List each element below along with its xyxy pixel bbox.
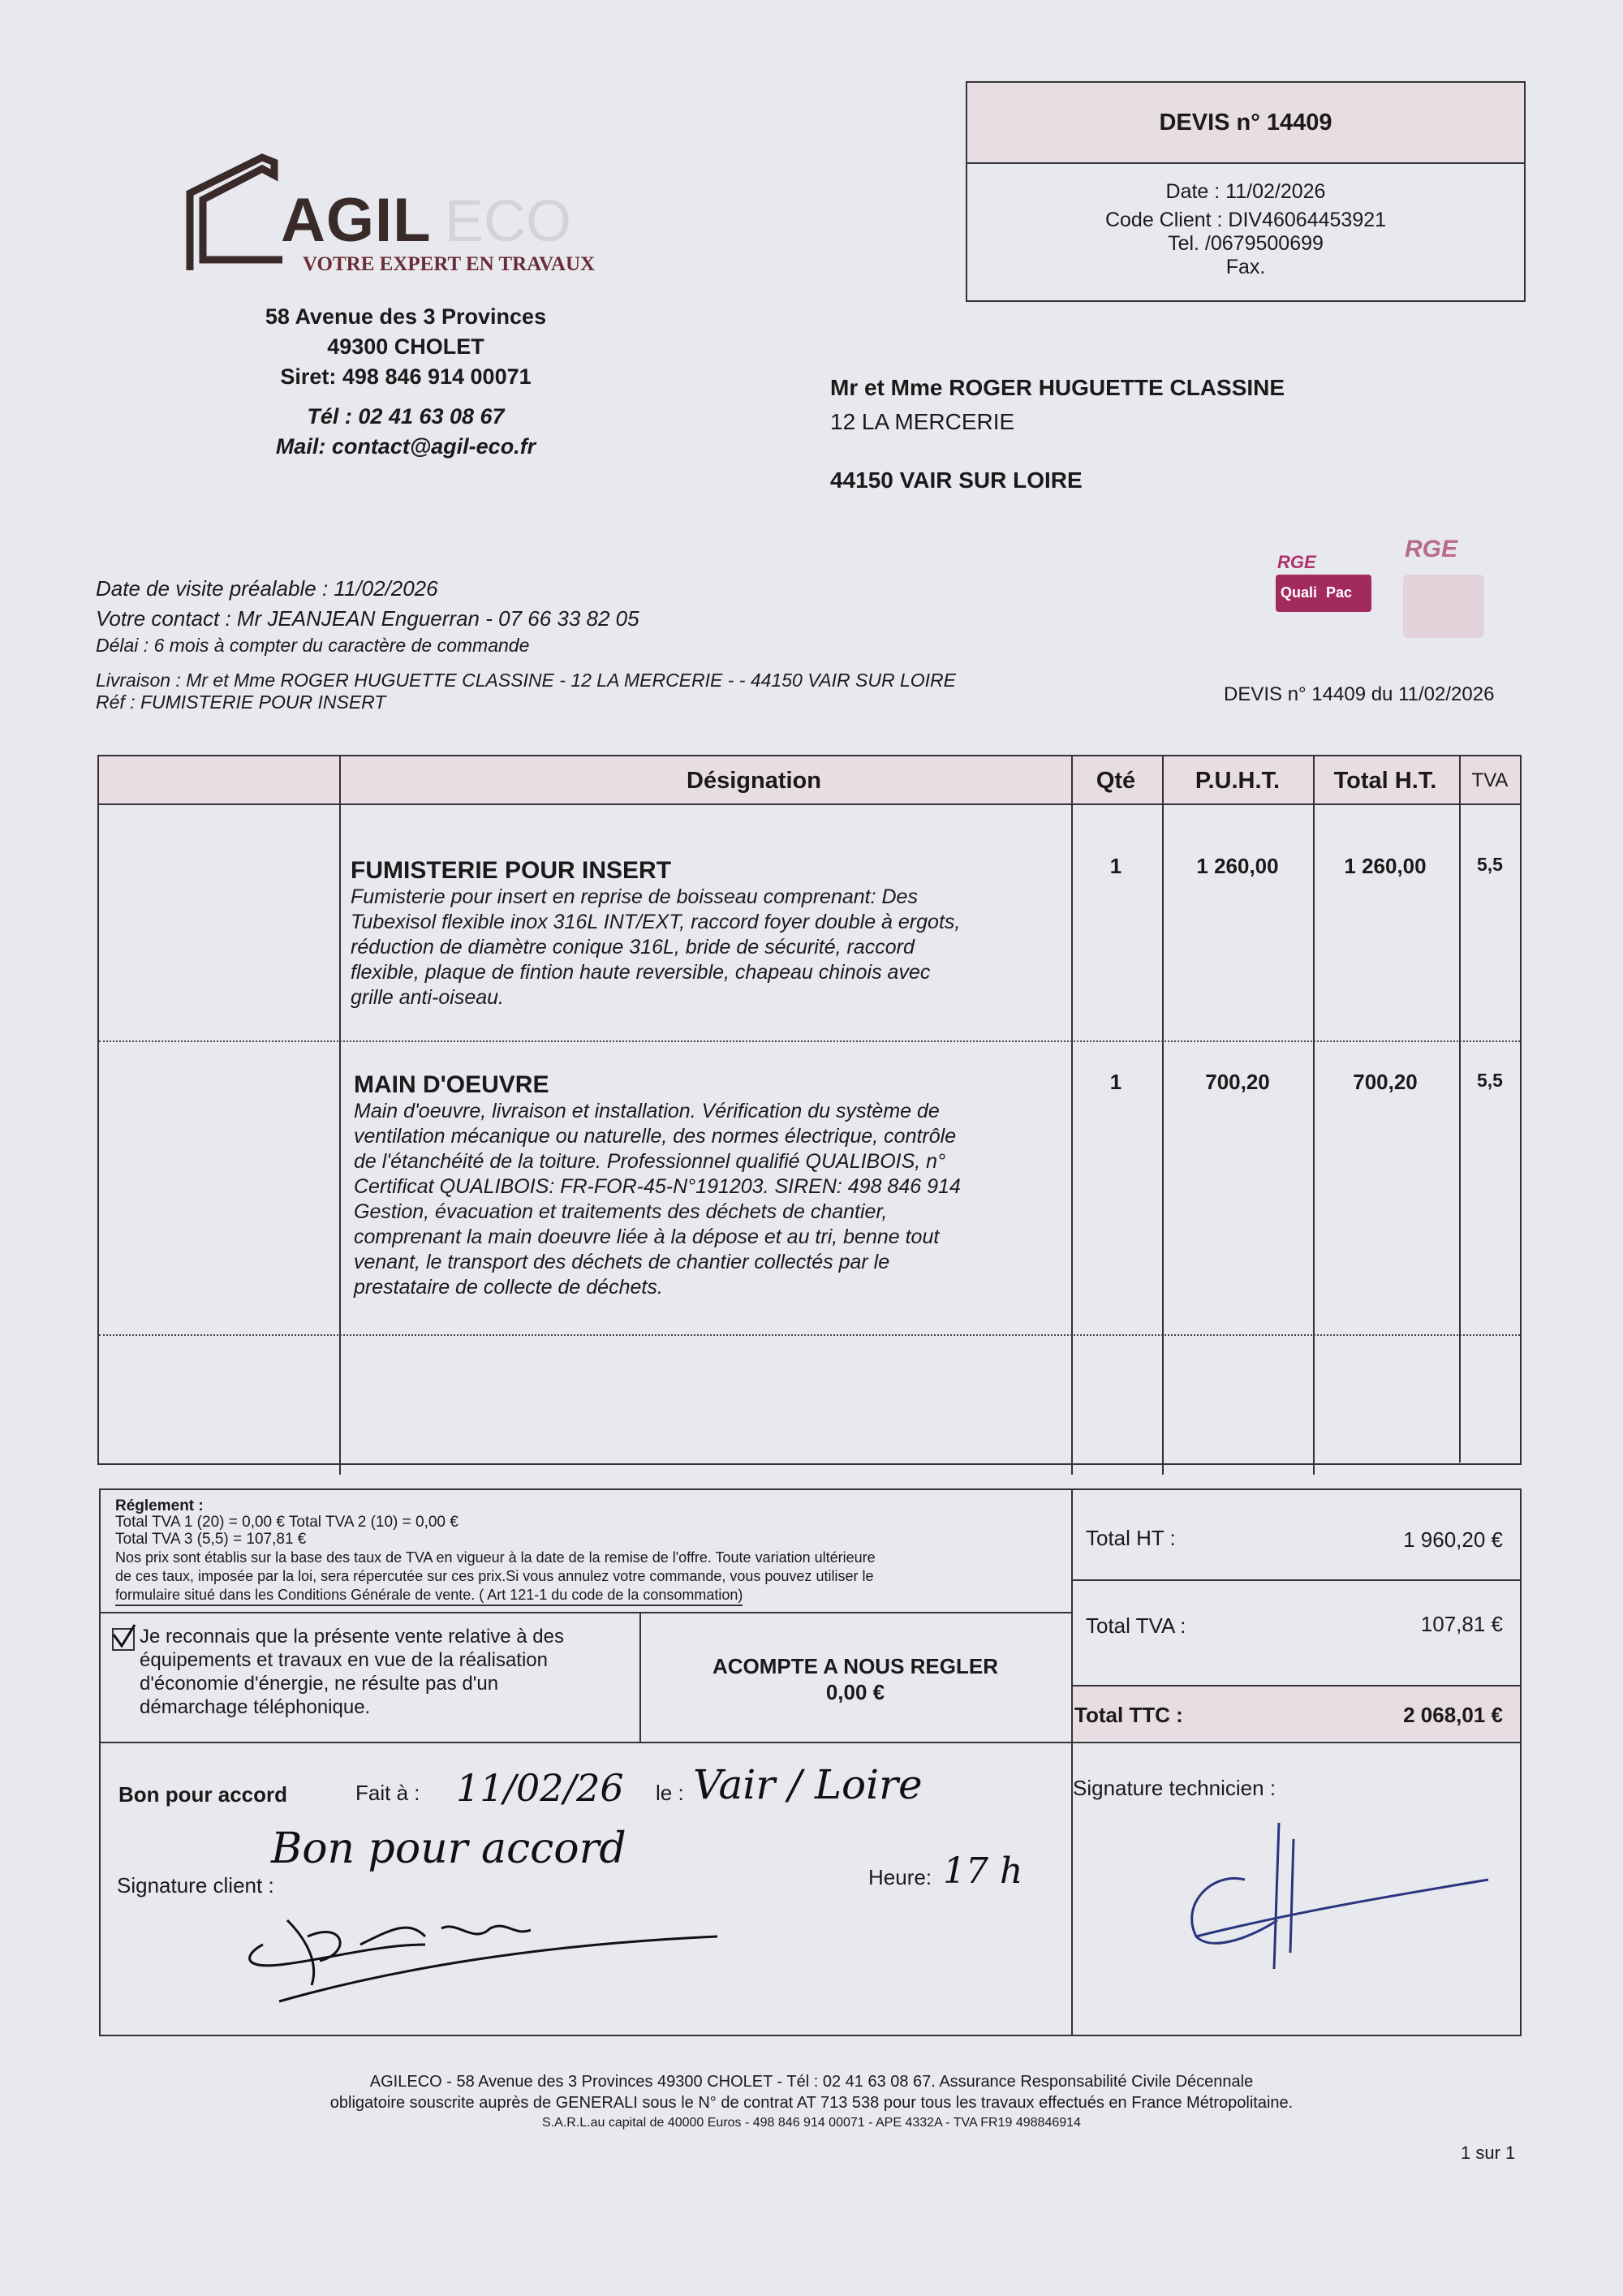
- header-designation: Désignation: [687, 768, 821, 794]
- row-qte: 1: [1109, 854, 1122, 878]
- total-tva-label: Total TVA :: [1086, 1613, 1186, 1638]
- reconnais-line2: équipements et travaux en vue de la réalisation: [140, 1649, 548, 1671]
- reglement-title: Réglement :: [115, 1497, 204, 1514]
- info-contact: Votre contact : Mr JEANJEAN Enguerran - 07 66 33 82 05: [96, 606, 639, 631]
- bon-pour-accord-handwritten: Bon pour accord: [271, 1824, 626, 1873]
- row-separator: [99, 1040, 1520, 1042]
- client-city: 44150 VAIR SUR LOIRE: [830, 467, 1083, 493]
- badge-faded-shape: [1403, 575, 1484, 638]
- footer-line2: obligatoire souscrite auprès de GENERALI sous le N° de contrat AT 713 538 pour tous les travaux effectués en France Métropolitaine.: [329, 2094, 1294, 2112]
- row-desc-line: Main d'oeuvre, livraison et installation. Vérification du système de: [354, 1100, 940, 1122]
- row-puht: 1 260,00: [1196, 854, 1279, 878]
- fait-a-label: Fait à :: [355, 1781, 420, 1805]
- row-desc-line: venant, le transport des déchets de chantier collectés par le: [354, 1251, 890, 1273]
- reconnais-line1: Je reconnais que la présente vente relative à des: [140, 1626, 564, 1648]
- page-number: 1 sur 1: [1461, 2143, 1516, 2163]
- signature-client-label: Signature client :: [117, 1873, 274, 1898]
- col-divider-1: [339, 756, 341, 1475]
- reconnais-text: [140, 1625, 564, 1719]
- row-puht: 700,20: [1205, 1070, 1270, 1094]
- badge-pac-text: Pac: [1326, 584, 1353, 601]
- row-desc-line: ventilation mécanique ou naturelle, des normes électrique, contrôle: [354, 1125, 957, 1148]
- company-address: [203, 302, 609, 462]
- info-livraison: Livraison : Mr et Mme ROGER HUGUETTE CLASSINE - 12 LA MERCERIE - - 44150 VAIR SUR LOIRE: [96, 670, 956, 691]
- info-delai: Délai : 6 mois à compter du caractère de commande: [96, 635, 530, 656]
- reglement-block: [115, 1498, 1065, 1606]
- reglement-line5: formulaire situé dans les Conditions Générale de vente. ( Art 121-1 du code de la consommation): [115, 1586, 743, 1606]
- client-name: Mr et Mme ROGER HUGUETTE CLASSINE: [830, 375, 1285, 400]
- info-devis-ref: DEVIS n° 14409 du 11/02/2026: [1224, 683, 1495, 705]
- acompte-value: 0,00 €: [825, 1680, 885, 1704]
- row-desc-line: Tubexisol flexible inox 316L INT/EXT, raccord foyer double à ergots,: [351, 911, 961, 933]
- badge-rge-text: RGE: [1277, 552, 1316, 572]
- row-qte: 1: [1109, 1070, 1122, 1094]
- devis-code-client: Code Client : DIV46064453921: [1104, 209, 1387, 231]
- technician-signature: [1147, 1815, 1505, 1977]
- heure-handwritten: 17 h: [943, 1850, 1023, 1892]
- row-desc-line: grille anti-oiseau.: [351, 986, 504, 1009]
- table-row: [354, 1071, 1068, 1300]
- row-desc-line: prestataire de collecte de déchets.: [354, 1276, 663, 1299]
- row-title: MAIN D'OEUVRE: [354, 1071, 549, 1098]
- fait-a-handwritten: 11/02/26: [456, 1766, 624, 1810]
- client-signature: [230, 1896, 750, 2010]
- badge-qualipac: [1276, 575, 1371, 612]
- company-siret: Siret: 498 846 914 00071: [280, 364, 532, 389]
- badge-quali-text: Quali: [1281, 584, 1318, 601]
- rge-badge-faded: [1400, 536, 1489, 641]
- info-visite: Date de visite préalable : 11/02/2026: [96, 576, 438, 601]
- company-address-line2: 49300 CHOLET: [327, 334, 484, 359]
- header-total-ht: Total H.T.: [1333, 768, 1437, 794]
- badge-rge2-text: RGE: [1405, 536, 1458, 562]
- summary-divider-v1: [1071, 1490, 1073, 2035]
- row-tva: 5,5: [1477, 1070, 1503, 1091]
- header-puht: P.U.H.T.: [1195, 768, 1281, 794]
- total-ttc-label: Total TTC :: [1074, 1703, 1183, 1727]
- reconnais-checkbox[interactable]: [112, 1628, 135, 1651]
- header-tva: TVA: [1471, 769, 1509, 791]
- company-mail: Mail: contact@agil-eco.fr: [275, 434, 536, 459]
- total-ht-label: Total HT :: [1086, 1526, 1176, 1550]
- reglement-line4: de ces taux, imposée par la loi, sera répercutée sur ces prix.Si vous annulez votre commande, vous pouvez utiliser le: [115, 1568, 874, 1584]
- total-ht-value: 1 960,20 €: [1403, 1527, 1503, 1552]
- reglement-line1: Total TVA 1 (20) = 0,00 € Total TVA 2 (10) = 0,00 €: [115, 1514, 458, 1531]
- row-total: 1 260,00: [1344, 854, 1427, 878]
- reglement-line3: Nos prix sont établis sur la base des taux de TVA en vigueur à la date de la remise de l'offre. Toute variation ultérieure: [115, 1549, 876, 1566]
- logo-text: AGIL: [281, 186, 432, 255]
- row-desc-line: Gestion, évacuation et traitements des déchets de chantier,: [354, 1200, 888, 1223]
- row-desc-line: Fumisterie pour insert en reprise de boisseau comprenant: Des: [351, 885, 918, 908]
- devis-fax: Fax.: [1225, 256, 1266, 278]
- client-street: 12 LA MERCERIE: [830, 409, 1015, 434]
- footer-line3: S.A.R.L.au capital de 40000 Euros - 498 846 914 00071 - APE 4332A - TVA FR19 498846914: [542, 2116, 1081, 2130]
- row-tva: 5,5: [1477, 854, 1503, 875]
- logo-text-faded: ECO: [445, 189, 572, 254]
- company-logo: [185, 153, 639, 282]
- summary-divider-h1: [101, 1612, 1071, 1613]
- company-address-line1: 58 Avenue des 3 Provinces: [265, 304, 547, 329]
- table-row: [351, 857, 1065, 1010]
- total-ttc-value: 2 068,01 €: [1403, 1703, 1503, 1727]
- quote-table: [97, 755, 1522, 1465]
- summary-divider-h2: [101, 1742, 1520, 1743]
- heure-label: Heure:: [868, 1865, 932, 1889]
- row-desc-line: Certificat QUALIBOIS: FR-FOR-45-N°191203. SIREN: 498 846 914: [354, 1175, 961, 1198]
- reconnais-line3: d'économie d'énergie, ne résulte pas d'un: [140, 1673, 499, 1695]
- devis-date: Date : 11/02/2026: [1165, 180, 1326, 203]
- devis-tel: Tel. /0679500699: [1168, 232, 1324, 255]
- footer-line1: AGILECO - 58 Avenue des 3 Provinces 49300 CHOLET - Tél : 02 41 63 08 67. Assurance Responsabilité Civile Décennale: [369, 2073, 1254, 2091]
- info-block: [96, 576, 956, 713]
- company-tel: Tél : 02 41 63 08 67: [307, 404, 505, 429]
- bon-pour-accord-label: Bon pour accord: [118, 1782, 288, 1807]
- acompte-label: ACOMPTE A NOUS REGLER: [712, 1654, 998, 1678]
- logo-tagline: VOTRE EXPERT EN TRAVAUX: [303, 253, 596, 275]
- devis-title: DEVIS n° 14409: [967, 83, 1524, 164]
- footer: [0, 2071, 1623, 2133]
- row-desc-line: réduction de diamètre conique 316L, bride de sécurité, raccord: [351, 936, 915, 958]
- row-desc-line: flexible, plaque de fintion haute reversible, chapeau chinois avec: [351, 961, 931, 984]
- house-outline-icon: [185, 153, 282, 274]
- row-title: FUMISTERIE POUR INSERT: [351, 857, 672, 884]
- header-qte: Qté: [1096, 768, 1136, 794]
- info-ref: Réf : FUMISTERIE POUR INSERT: [96, 691, 386, 713]
- totals-divider-1: [1071, 1579, 1520, 1581]
- row-desc-line: comprenant la main doeuvre liée à la dépose et au tri, benne tout: [354, 1226, 940, 1248]
- row-separator: [99, 1334, 1520, 1336]
- le-handwritten: Vair / Loire: [693, 1761, 923, 1808]
- reconnais-line4: démarchage téléphonique.: [140, 1696, 371, 1718]
- devis-box: [966, 81, 1526, 302]
- total-tva-value: 107,81 €: [1420, 1612, 1503, 1636]
- rge-qualipac-badge: [1276, 552, 1373, 615]
- check-mark-icon: [110, 1623, 138, 1651]
- reglement-line2: Total TVA 3 (5,5) = 107,81 €: [115, 1531, 307, 1548]
- signature-technicien-label: Signature technicien :: [1073, 1776, 1276, 1800]
- summary-section: [99, 1488, 1522, 2036]
- client-block: [830, 375, 1285, 493]
- row-desc-line: de l'étanchéité de la toiture. Professionnel qualifié QUALIBOIS, n°: [354, 1150, 946, 1173]
- le-label: le :: [656, 1781, 684, 1805]
- row-total: 700,20: [1353, 1070, 1418, 1094]
